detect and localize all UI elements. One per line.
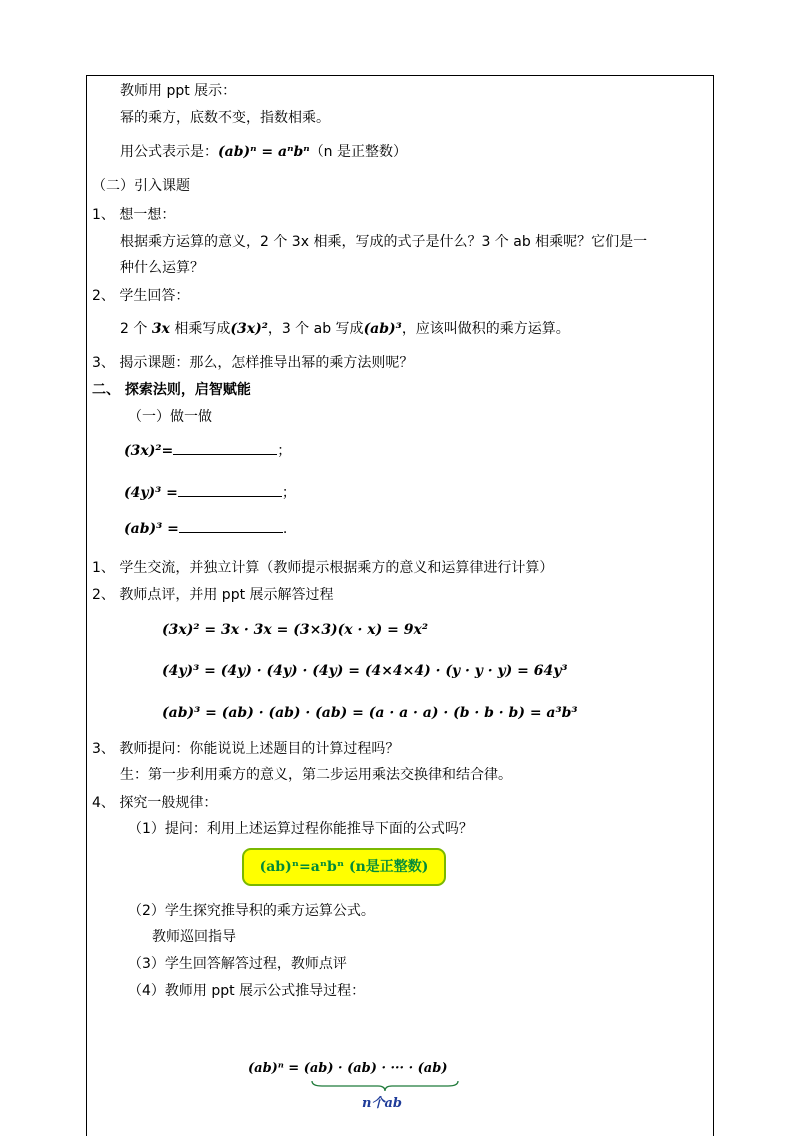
answer-blank [179, 532, 283, 533]
curly-brace-icon [310, 1080, 460, 1092]
list-item: 3、 揭示课题：那么，怎样推导出幂的乘方法则呢？ [92, 355, 414, 371]
subsection-heading: （一）做一做 [128, 409, 212, 425]
list-item: 1、 想一想： [92, 207, 176, 223]
equation: (3x)² = 3x · 3x = (3×3)(x · x) = 9x² [162, 622, 428, 638]
exercise-line [124, 520, 287, 538]
brace-label: n个ab [362, 1096, 402, 1111]
formula: (ab)ⁿ = aⁿbⁿ [218, 144, 310, 160]
exercise-line [124, 442, 291, 460]
equation: (ab)³ = (ab) · (ab) · (ab) = (a · a · a) · (b · b · b) = a³b³ [162, 705, 578, 721]
formula: (3x)² [230, 321, 268, 337]
text-line: 幂的乘方，底数不变，指数相乘。 [120, 110, 330, 126]
text-line: 教师用 ppt 展示： [120, 83, 237, 99]
answer-blank [178, 496, 282, 497]
text-line: （3）学生回答解答过程，教师点评 [128, 956, 347, 972]
text-fragment: 相乘写成 [169, 321, 231, 337]
text-fragment: 2 个 [120, 321, 152, 337]
text-line: （1）提问：利用上述运算过程你能推导下面的公式吗？ [128, 821, 473, 837]
text-line: 根据乘方运算的意义，2 个 3x 相乘，写成的式子是什么？3 个 ab 相乘呢？它们是一 [120, 234, 648, 250]
punctuation: . [282, 521, 288, 537]
exercise-expression: (ab)³ = [124, 521, 179, 537]
text-fragment: ，应该叫做积的乘方运算。 [401, 321, 570, 337]
text-line: （2）学生探究推导积的乘方运算公式。 [128, 903, 375, 919]
formula: 3x [151, 321, 170, 337]
section-heading: （二）引入课题 [92, 178, 190, 194]
list-item: 2、 教师点评，并用 ppt 展示解答过程 [92, 587, 334, 603]
highlighted-formula-box [242, 848, 446, 886]
punctuation: ； [281, 485, 296, 501]
punctuation: ； [277, 443, 292, 459]
answer-blank [173, 454, 277, 455]
text-prefix: 用公式表示是： [120, 144, 218, 160]
text-fragment: ，3 个 ab 写成 [267, 321, 364, 337]
list-item: 2、 学生回答： [92, 288, 190, 304]
text-line: 生：第一步利用乘方的意义，第二步运用乘法交换律和结合律。 [120, 767, 512, 783]
text-line [120, 143, 407, 161]
exercise-expression: (4y)³ = [124, 485, 178, 501]
text-suffix: （n 是正整数） [309, 144, 408, 160]
highlighted-formula: (ab)ⁿ=aⁿbⁿ (n是正整数) [259, 859, 429, 875]
list-item: 1、 学生交流，并独立计算（教师提示根据乘方的意义和运算律进行计算） [92, 560, 554, 576]
derivation-formula: (ab)ⁿ = (ab) · (ab) · ··· · (ab) [248, 1061, 448, 1076]
text-line: 种什么运算？ [120, 260, 204, 276]
section-heading: 二、 探索法则，启智赋能 [92, 382, 251, 398]
exercise-line [124, 484, 296, 502]
text-line: 教师巡回指导 [152, 929, 236, 945]
formula: (ab)³ [363, 321, 402, 337]
list-item: 4、 探究一般规律： [92, 795, 218, 811]
text-line: （4）教师用 ppt 展示公式推导过程： [128, 983, 366, 999]
exercise-expression: (3x)²= [124, 443, 174, 459]
text-line [120, 320, 570, 338]
list-item: 3、 教师提问：你能说说上述题目的计算过程吗？ [92, 741, 400, 757]
equation: (4y)³ = (4y) · (4y) · (4y) = (4×4×4) · (y · y · y) = 64y³ [162, 663, 568, 679]
